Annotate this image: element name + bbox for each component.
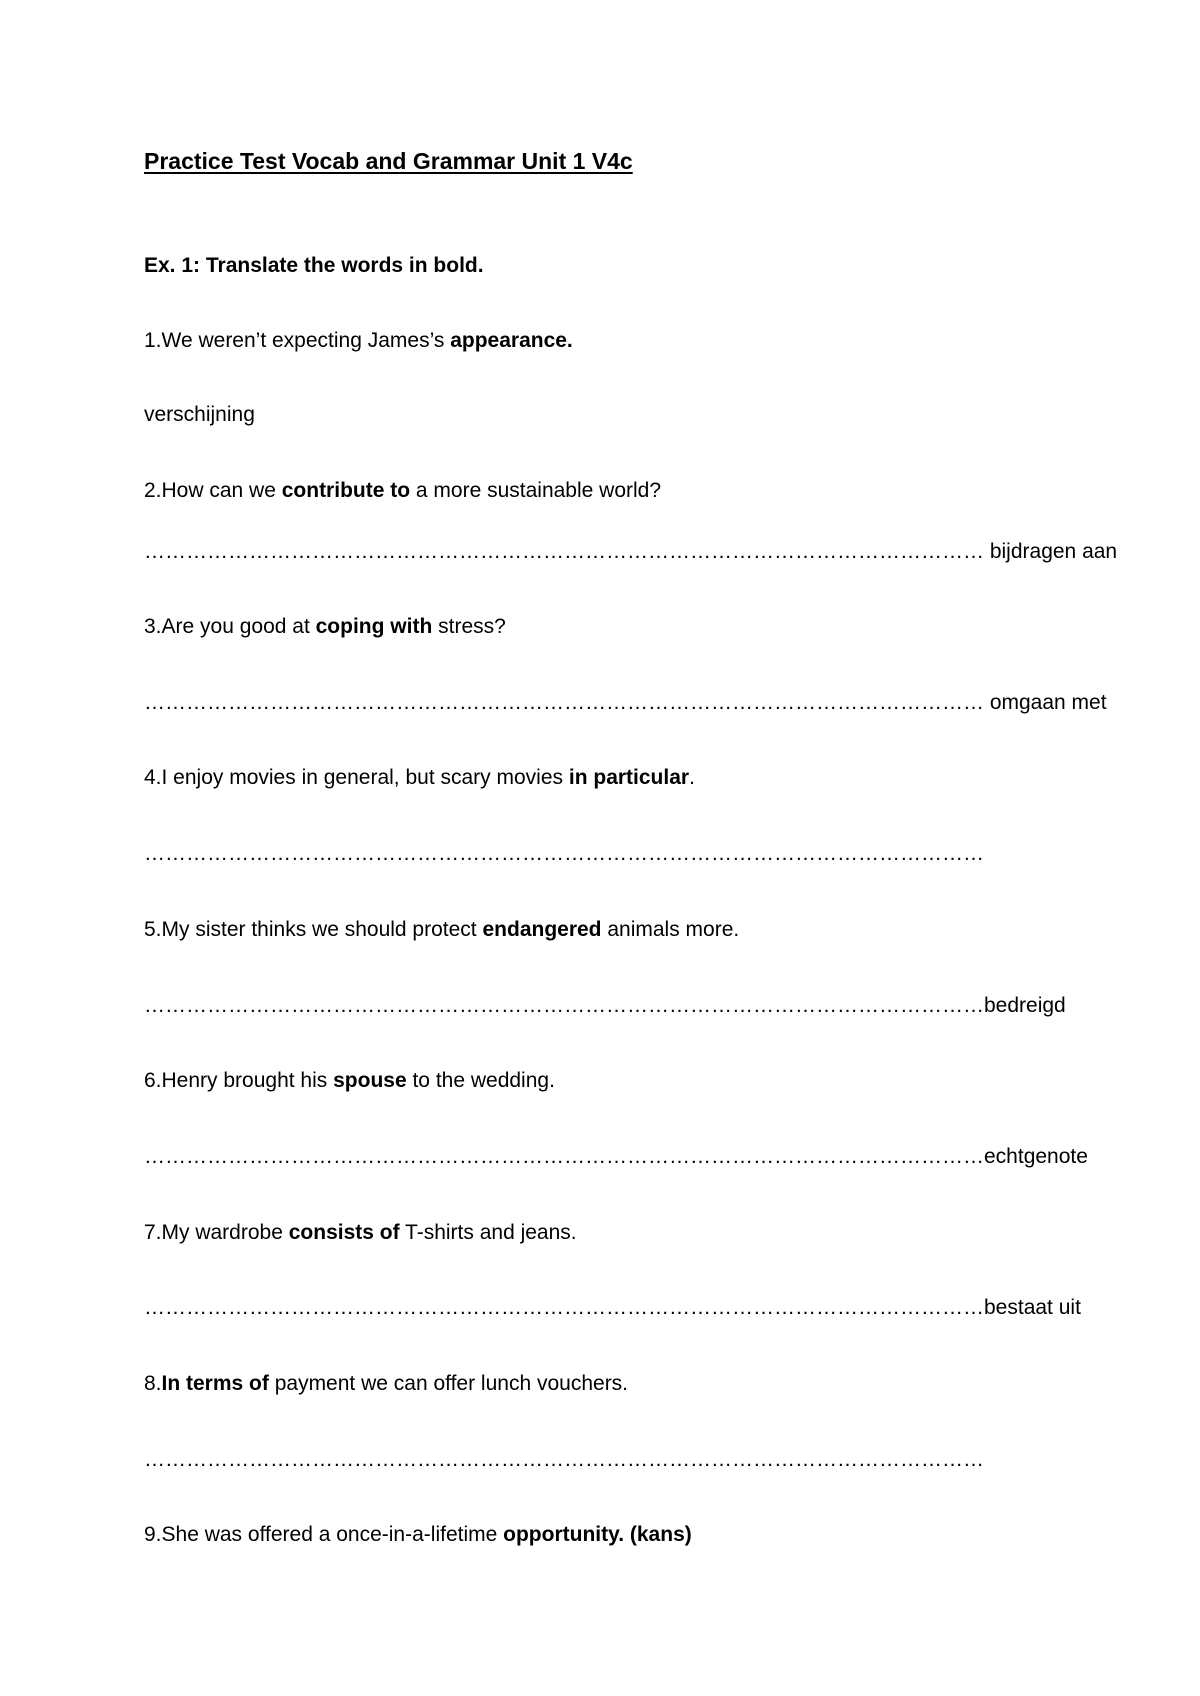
question-4-text: 4.I enjoy movies in general, but scary movies xyxy=(144,766,569,789)
question-1-bold-term: appearance. xyxy=(450,329,573,352)
answer-1-text: verschijning xyxy=(144,403,255,426)
answer-5 xyxy=(144,995,1066,1016)
answer-8 xyxy=(144,1449,984,1470)
question-7-text: 7.My wardrobe xyxy=(144,1221,289,1244)
question-3-text: 3.Are you good at xyxy=(144,615,316,638)
answer-6-dots: ………………………………………………………………………………………………………… xyxy=(144,1145,984,1168)
question-8-text: 8. xyxy=(144,1372,162,1395)
question-8-text-end: payment we can offer lunch vouchers. xyxy=(268,1372,629,1395)
question-1 xyxy=(144,330,573,351)
question-6-bold-term: spouse xyxy=(333,1069,407,1092)
question-2-bold-term: contribute to xyxy=(281,479,411,502)
question-4-bold-term: in particular xyxy=(568,766,690,789)
answer-6-text: echtgenote xyxy=(984,1145,1088,1168)
answer-1 xyxy=(144,404,255,425)
question-5-text-end: animals more. xyxy=(601,918,740,941)
answer-2 xyxy=(144,541,1117,562)
question-2-text: 2.How can we xyxy=(144,479,282,502)
answer-2-dots: ………………………………………………………………………………………………………… xyxy=(144,540,984,563)
question-9 xyxy=(144,1524,692,1545)
document-title: Practice Test Vocab and Grammar Unit 1 V4c xyxy=(144,148,633,174)
answer-6 xyxy=(144,1146,1088,1167)
question-3-text-end: stress? xyxy=(432,615,506,638)
question-7-bold-term: consists of xyxy=(288,1221,400,1244)
question-2-text-end: a more sustainable world? xyxy=(410,479,662,502)
answer-3-dots: ………………………………………………………………………………………………………… xyxy=(144,691,984,714)
question-3-bold-term: coping with xyxy=(315,615,433,638)
question-9-bold-term: opportunity. (kans) xyxy=(503,1523,692,1546)
question-2 xyxy=(144,480,661,501)
question-4 xyxy=(144,767,695,788)
question-6 xyxy=(144,1070,555,1091)
answer-3-text: omgaan met xyxy=(984,691,1107,714)
answer-5-dots: ………………………………………………………………………………………………………… xyxy=(144,994,984,1017)
exercise-heading: Ex. 1: Translate the words in bold. xyxy=(144,254,484,277)
answer-7 xyxy=(144,1297,1081,1318)
question-1-text: 1.We weren’t expecting James’s xyxy=(144,329,451,352)
answer-7-dots: ………………………………………………………………………………………………………… xyxy=(144,1296,984,1319)
answer-2-text: bijdragen aan xyxy=(984,540,1118,563)
answer-7-text: bestaat uit xyxy=(984,1296,1081,1319)
question-5-text: 5.My sister thinks we should protect xyxy=(144,918,483,941)
answer-8-dots: ………………………………………………………………………………………………………… xyxy=(144,1448,984,1471)
question-9-text: 9.She was offered a once-in-a-lifetime xyxy=(144,1523,504,1546)
question-8-bold-term: In terms of xyxy=(161,1372,269,1395)
question-6-text: 6.Henry brought his xyxy=(144,1069,334,1092)
answer-3 xyxy=(144,692,1107,713)
answer-4-dots: ………………………………………………………………………………………………………… xyxy=(144,842,984,865)
answer-4 xyxy=(144,843,984,864)
question-8 xyxy=(144,1373,628,1394)
question-6-text-end: to the wedding. xyxy=(406,1069,555,1092)
question-7 xyxy=(144,1222,577,1243)
question-5-bold-term: endangered xyxy=(482,918,602,941)
question-4-text-end: . xyxy=(689,766,695,789)
question-3 xyxy=(144,616,506,637)
question-5 xyxy=(144,919,739,940)
question-7-text-end: T-shirts and jeans. xyxy=(399,1221,577,1244)
answer-5-text: bedreigd xyxy=(984,994,1066,1017)
